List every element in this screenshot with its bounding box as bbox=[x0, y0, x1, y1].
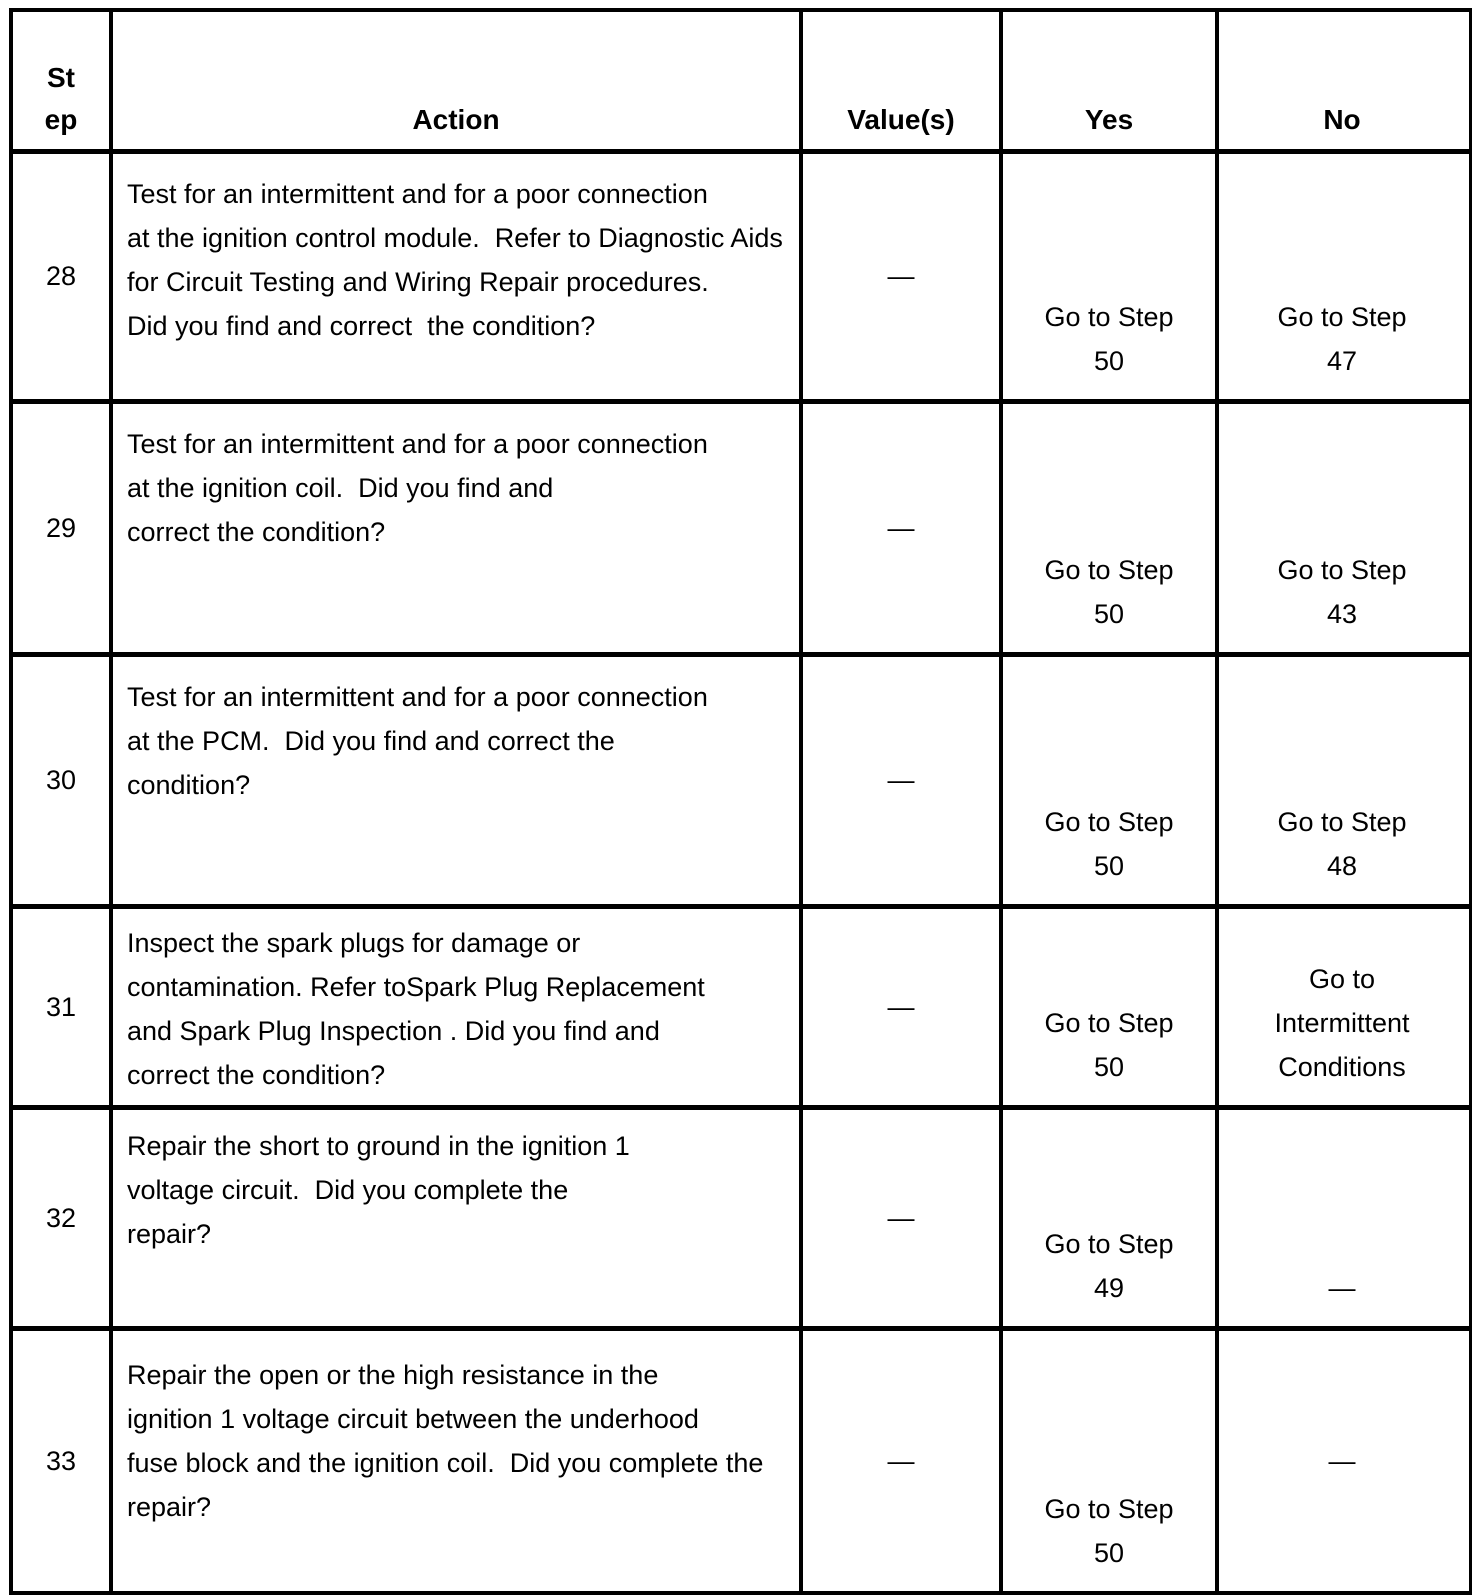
action-line: repair? bbox=[127, 1219, 212, 1249]
action-line: at the ignition control module. Refer to Diagnostic Aids bbox=[127, 223, 783, 253]
col-header-yes-label: Yes bbox=[1084, 104, 1134, 135]
table-row-step-33 bbox=[13, 1331, 1469, 1591]
table-header-row bbox=[13, 12, 1469, 154]
yes-goto-step-number: 50 bbox=[1093, 851, 1125, 881]
no-dash: — bbox=[1328, 1273, 1356, 1303]
action-line: voltage circuit. Did you complete the bbox=[127, 1175, 569, 1205]
yes-goto-line: Go to Step bbox=[1044, 555, 1174, 585]
value-cell: — bbox=[803, 154, 1003, 399]
no-cell bbox=[1219, 1110, 1465, 1326]
yes-cell bbox=[1003, 1110, 1219, 1326]
yes-cell bbox=[1003, 154, 1219, 399]
yes-goto-step-number: 50 bbox=[1093, 346, 1125, 376]
no-goto-line: Intermittent bbox=[1274, 1008, 1410, 1038]
action-line: Repair the short to ground in the ignition 1 bbox=[127, 1131, 630, 1161]
table-row-step-30 bbox=[13, 657, 1469, 909]
action-line: for Circuit Testing and Wiring Repair procedures. bbox=[127, 267, 709, 297]
step-number: 28 bbox=[13, 154, 113, 399]
col-header-no bbox=[1219, 12, 1465, 149]
col-header-no-label: No bbox=[1323, 104, 1361, 135]
col-header-yes bbox=[1003, 12, 1219, 149]
no-goto-line: Go to Step bbox=[1277, 807, 1407, 837]
yes-goto-line: Go to Step bbox=[1044, 1494, 1174, 1524]
yes-goto-line: Go to Step bbox=[1044, 807, 1174, 837]
action-line: Test for an intermittent and for a poor connection bbox=[127, 682, 708, 712]
col-header-step-line1: St bbox=[47, 62, 75, 93]
no-goto-line: Go to bbox=[1308, 964, 1376, 994]
yes-cell bbox=[1003, 1331, 1219, 1591]
yes-cell bbox=[1003, 909, 1219, 1105]
no-goto-line: Go to Step bbox=[1277, 302, 1407, 332]
yes-goto-step-number: 50 bbox=[1093, 599, 1125, 629]
action-cell bbox=[113, 154, 803, 399]
no-cell bbox=[1219, 404, 1465, 652]
col-header-action-label: Action bbox=[412, 104, 500, 135]
step-number: 32 bbox=[13, 1110, 113, 1326]
no-cell bbox=[1219, 154, 1465, 399]
no-cell bbox=[1219, 657, 1465, 904]
no-cell bbox=[1219, 909, 1465, 1105]
action-line: and Spark Plug Inspection . Did you find and bbox=[127, 1016, 660, 1046]
action-line: contamination. Refer toSpark Plug Replacement bbox=[127, 972, 705, 1002]
no-goto-line: Go to Step bbox=[1277, 555, 1407, 585]
no-goto-step-number: 43 bbox=[1326, 599, 1358, 629]
col-header-values bbox=[803, 12, 1003, 149]
action-line: correct the condition? bbox=[127, 517, 386, 547]
value-cell: — bbox=[803, 657, 1003, 904]
no-cell bbox=[1219, 1331, 1465, 1591]
action-line: condition? bbox=[127, 770, 251, 800]
value-cell: — bbox=[803, 1110, 1003, 1326]
no-goto-step-number: 47 bbox=[1326, 346, 1358, 376]
table-row-step-29 bbox=[13, 404, 1469, 657]
action-line: repair? bbox=[127, 1492, 212, 1522]
action-line: Test for an intermittent and for a poor connection bbox=[127, 179, 708, 209]
step-number: 30 bbox=[13, 657, 113, 904]
no-dash: — bbox=[1328, 1445, 1356, 1476]
action-cell bbox=[113, 909, 803, 1105]
table-row-step-31 bbox=[13, 909, 1469, 1110]
yes-goto-line: Go to Step bbox=[1044, 302, 1174, 332]
no-goto-step-number: 48 bbox=[1326, 851, 1358, 881]
action-cell bbox=[113, 1110, 803, 1326]
action-line: at the PCM. Did you find and correct the bbox=[127, 726, 615, 756]
no-goto-line: Conditions bbox=[1278, 1052, 1406, 1082]
action-line: ignition 1 voltage circuit between the underhood bbox=[127, 1404, 699, 1434]
col-header-values-label: Value(s) bbox=[847, 104, 955, 135]
yes-cell bbox=[1003, 657, 1219, 904]
table-row-step-28 bbox=[13, 154, 1469, 404]
col-header-action bbox=[113, 12, 803, 149]
table-row-step-32 bbox=[13, 1110, 1469, 1331]
yes-cell bbox=[1003, 404, 1219, 652]
yes-goto-step-number: 50 bbox=[1093, 1052, 1125, 1082]
value-cell: — bbox=[803, 1331, 1003, 1591]
col-header-step bbox=[13, 12, 113, 149]
step-number: 29 bbox=[13, 404, 113, 652]
action-line: at the ignition coil. Did you find and bbox=[127, 473, 554, 503]
step-number: 33 bbox=[13, 1331, 113, 1591]
action-cell bbox=[113, 657, 803, 904]
action-line: fuse block and the ignition coil. Did you complete the bbox=[127, 1448, 764, 1478]
yes-goto-step-number: 50 bbox=[1093, 1538, 1125, 1568]
diagnostic-steps-table bbox=[9, 8, 1472, 1595]
col-header-step-line2: ep bbox=[44, 104, 78, 135]
yes-goto-step-number: 49 bbox=[1093, 1273, 1125, 1303]
yes-goto-line: Go to Step bbox=[1044, 1008, 1174, 1038]
action-line: Inspect the spark plugs for damage or bbox=[127, 928, 581, 958]
action-line: Test for an intermittent and for a poor connection bbox=[127, 429, 708, 459]
action-line: Repair the open or the high resistance in the bbox=[127, 1360, 659, 1390]
action-cell bbox=[113, 1331, 803, 1591]
action-cell bbox=[113, 404, 803, 652]
yes-goto-line: Go to Step bbox=[1044, 1229, 1174, 1259]
step-number: 31 bbox=[13, 909, 113, 1105]
value-cell: — bbox=[803, 404, 1003, 652]
action-line: Did you find and correct the condition? bbox=[127, 311, 596, 341]
value-cell: — bbox=[803, 909, 1003, 1105]
action-line: correct the condition? bbox=[127, 1060, 386, 1090]
